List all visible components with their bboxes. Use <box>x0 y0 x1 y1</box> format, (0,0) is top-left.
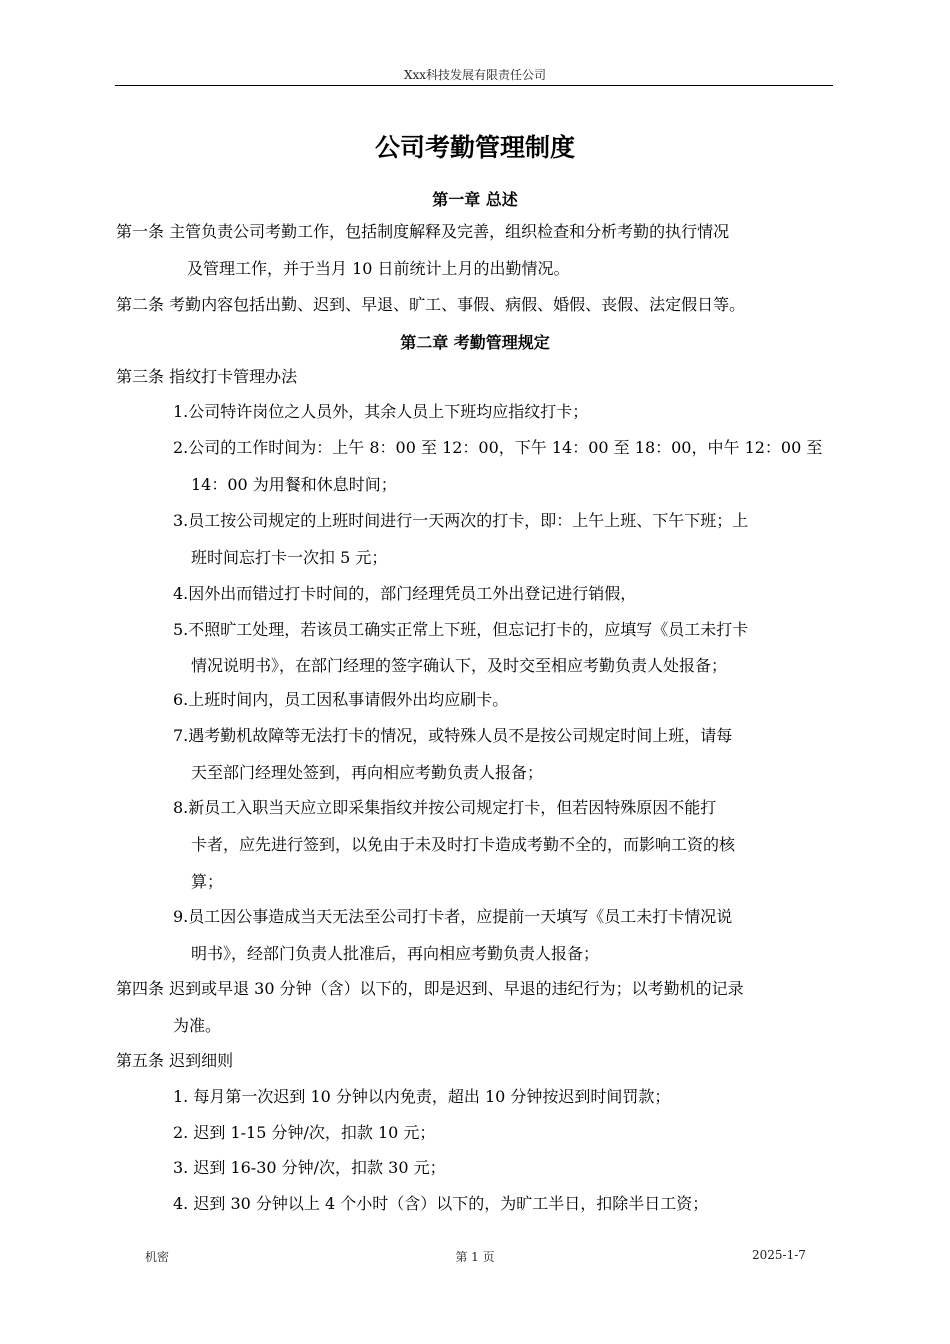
item-number: 2. <box>173 438 189 457</box>
item-continuation: 卡者，应先进行签到，以免由于未及时打卡造成考勤不全的，而影响工资的核 <box>191 835 736 854</box>
list-item <box>173 1158 446 1178</box>
header-divider <box>115 85 833 86</box>
footer-confidential: 机密 <box>145 1250 170 1264</box>
item-continuation: 明书》，经部门负责人批准后，再向相应考勤负责人报备； <box>191 944 600 963</box>
item-text: 员工因公事造成当天无法至公司打卡者，应提前一天填写《员工未打卡情况说 <box>188 907 733 926</box>
item-text: 新员工入职当天应立即采集指纹并按公司规定打卡，但若因特殊原因不能打 <box>188 798 717 817</box>
list-item <box>173 438 822 458</box>
item-text: 员工按公司规定的上班时间进行一天两次的打卡，即：上午上班、下午下班；上 <box>188 511 749 530</box>
list-item <box>173 584 636 604</box>
item-number: 6. <box>173 690 189 709</box>
item-text: 上班时间内，员工因私事请假外出均应刷卡。 <box>188 690 509 709</box>
item-number: 4. <box>173 584 189 603</box>
item-continuation: 算； <box>191 872 224 891</box>
item-text: 遇考勤机故障等无法打卡的情况，或特殊人员不是按公司规定时间上班，请每 <box>188 726 733 745</box>
article-3-heading: 第三条 指纹打卡管理办法 <box>116 367 298 386</box>
item-number: 8. <box>173 798 189 817</box>
list-item <box>173 511 748 531</box>
list-item <box>173 690 508 710</box>
item-text: 迟到 1-15 分钟/次，扣款 10 元； <box>193 1123 436 1142</box>
item-number: 1. <box>173 402 189 421</box>
item-continuation: 天至部门经理处签到，再向相应考勤负责人报备； <box>191 763 544 782</box>
footer-page-number: 第 1 页 <box>455 1250 495 1264</box>
item-text: 公司特许岗位之人员外，其余人员上下班均应指纹打卡； <box>188 402 589 421</box>
item-text: 每月第一次迟到 10 分钟以内免责，超出 10 分钟按迟到时间罚款； <box>193 1087 671 1106</box>
list-item <box>173 620 748 640</box>
chapter-2-heading: 第二章 考勤管理规定 <box>400 333 550 352</box>
item-number: 4. <box>173 1194 189 1213</box>
item-continuation: 情况说明书》，在部门经理的签字确认下，及时交至相应考勤负责人处报备； <box>191 656 728 675</box>
list-item <box>173 1123 435 1143</box>
article-2: 第二条 考勤内容包括出勤、迟到、早退、旷工、事假、病假、婚假、丧假、法定假日等。 <box>116 295 746 314</box>
item-number: 9. <box>173 907 189 926</box>
item-number: 3. <box>173 511 189 530</box>
item-text: 因外出而错过打卡时间的，部门经理凭员工外出登记进行销假， <box>188 584 637 603</box>
article-4-line-1: 第四条 迟到或早退 30 分钟（含）以下的，即是迟到、早退的违纪行为；以考勤机的记录 <box>116 979 744 998</box>
list-item <box>173 726 732 746</box>
list-item <box>173 1194 708 1214</box>
item-number: 2. <box>173 1123 189 1142</box>
list-item <box>173 1087 670 1107</box>
header-company: Xxx科技发展有限责任公司 <box>403 68 547 82</box>
item-number: 3. <box>173 1158 189 1177</box>
item-text: 迟到 16-30 分钟/次，扣款 30 元； <box>193 1158 446 1177</box>
article-1-line-1: 第一条 主管负责公司考勤工作，包括制度解释及完善，组织检查和分析考勤的执行情况 <box>116 222 730 241</box>
article-1-line-2: 及管理工作，并于当月 10 日前统计上月的出勤情况。 <box>187 259 570 278</box>
footer-date: 2025-1-7 <box>752 1248 806 1262</box>
item-text: 公司的工作时间为：上午 8：00 至 12：00，下午 14：00 至 18：00，中午 12：00 至 <box>188 438 823 457</box>
list-item <box>173 907 732 927</box>
item-text: 不照旷工处理，若该员工确实正常上下班，但忘记打卡的，应填写《员工未打卡 <box>188 620 749 639</box>
item-number: 7. <box>173 726 189 745</box>
list-item <box>173 798 716 818</box>
item-number: 1. <box>173 1087 189 1106</box>
document-title: 公司考勤管理制度 <box>374 133 575 162</box>
item-number: 5. <box>173 620 189 639</box>
item-continuation: 14：00 为用餐和休息时间； <box>191 475 397 494</box>
chapter-1-heading: 第一章 总述 <box>432 190 518 209</box>
item-continuation: 班时间忘打卡一次扣 5 元； <box>191 548 388 567</box>
list-item <box>173 402 588 422</box>
article-5-heading: 第五条 迟到细则 <box>116 1051 234 1070</box>
item-text: 迟到 30 分钟以上 4 个小时（含）以下的，为旷工半日，扣除半日工资； <box>193 1194 709 1213</box>
article-4-line-2: 为准。 <box>173 1016 222 1035</box>
